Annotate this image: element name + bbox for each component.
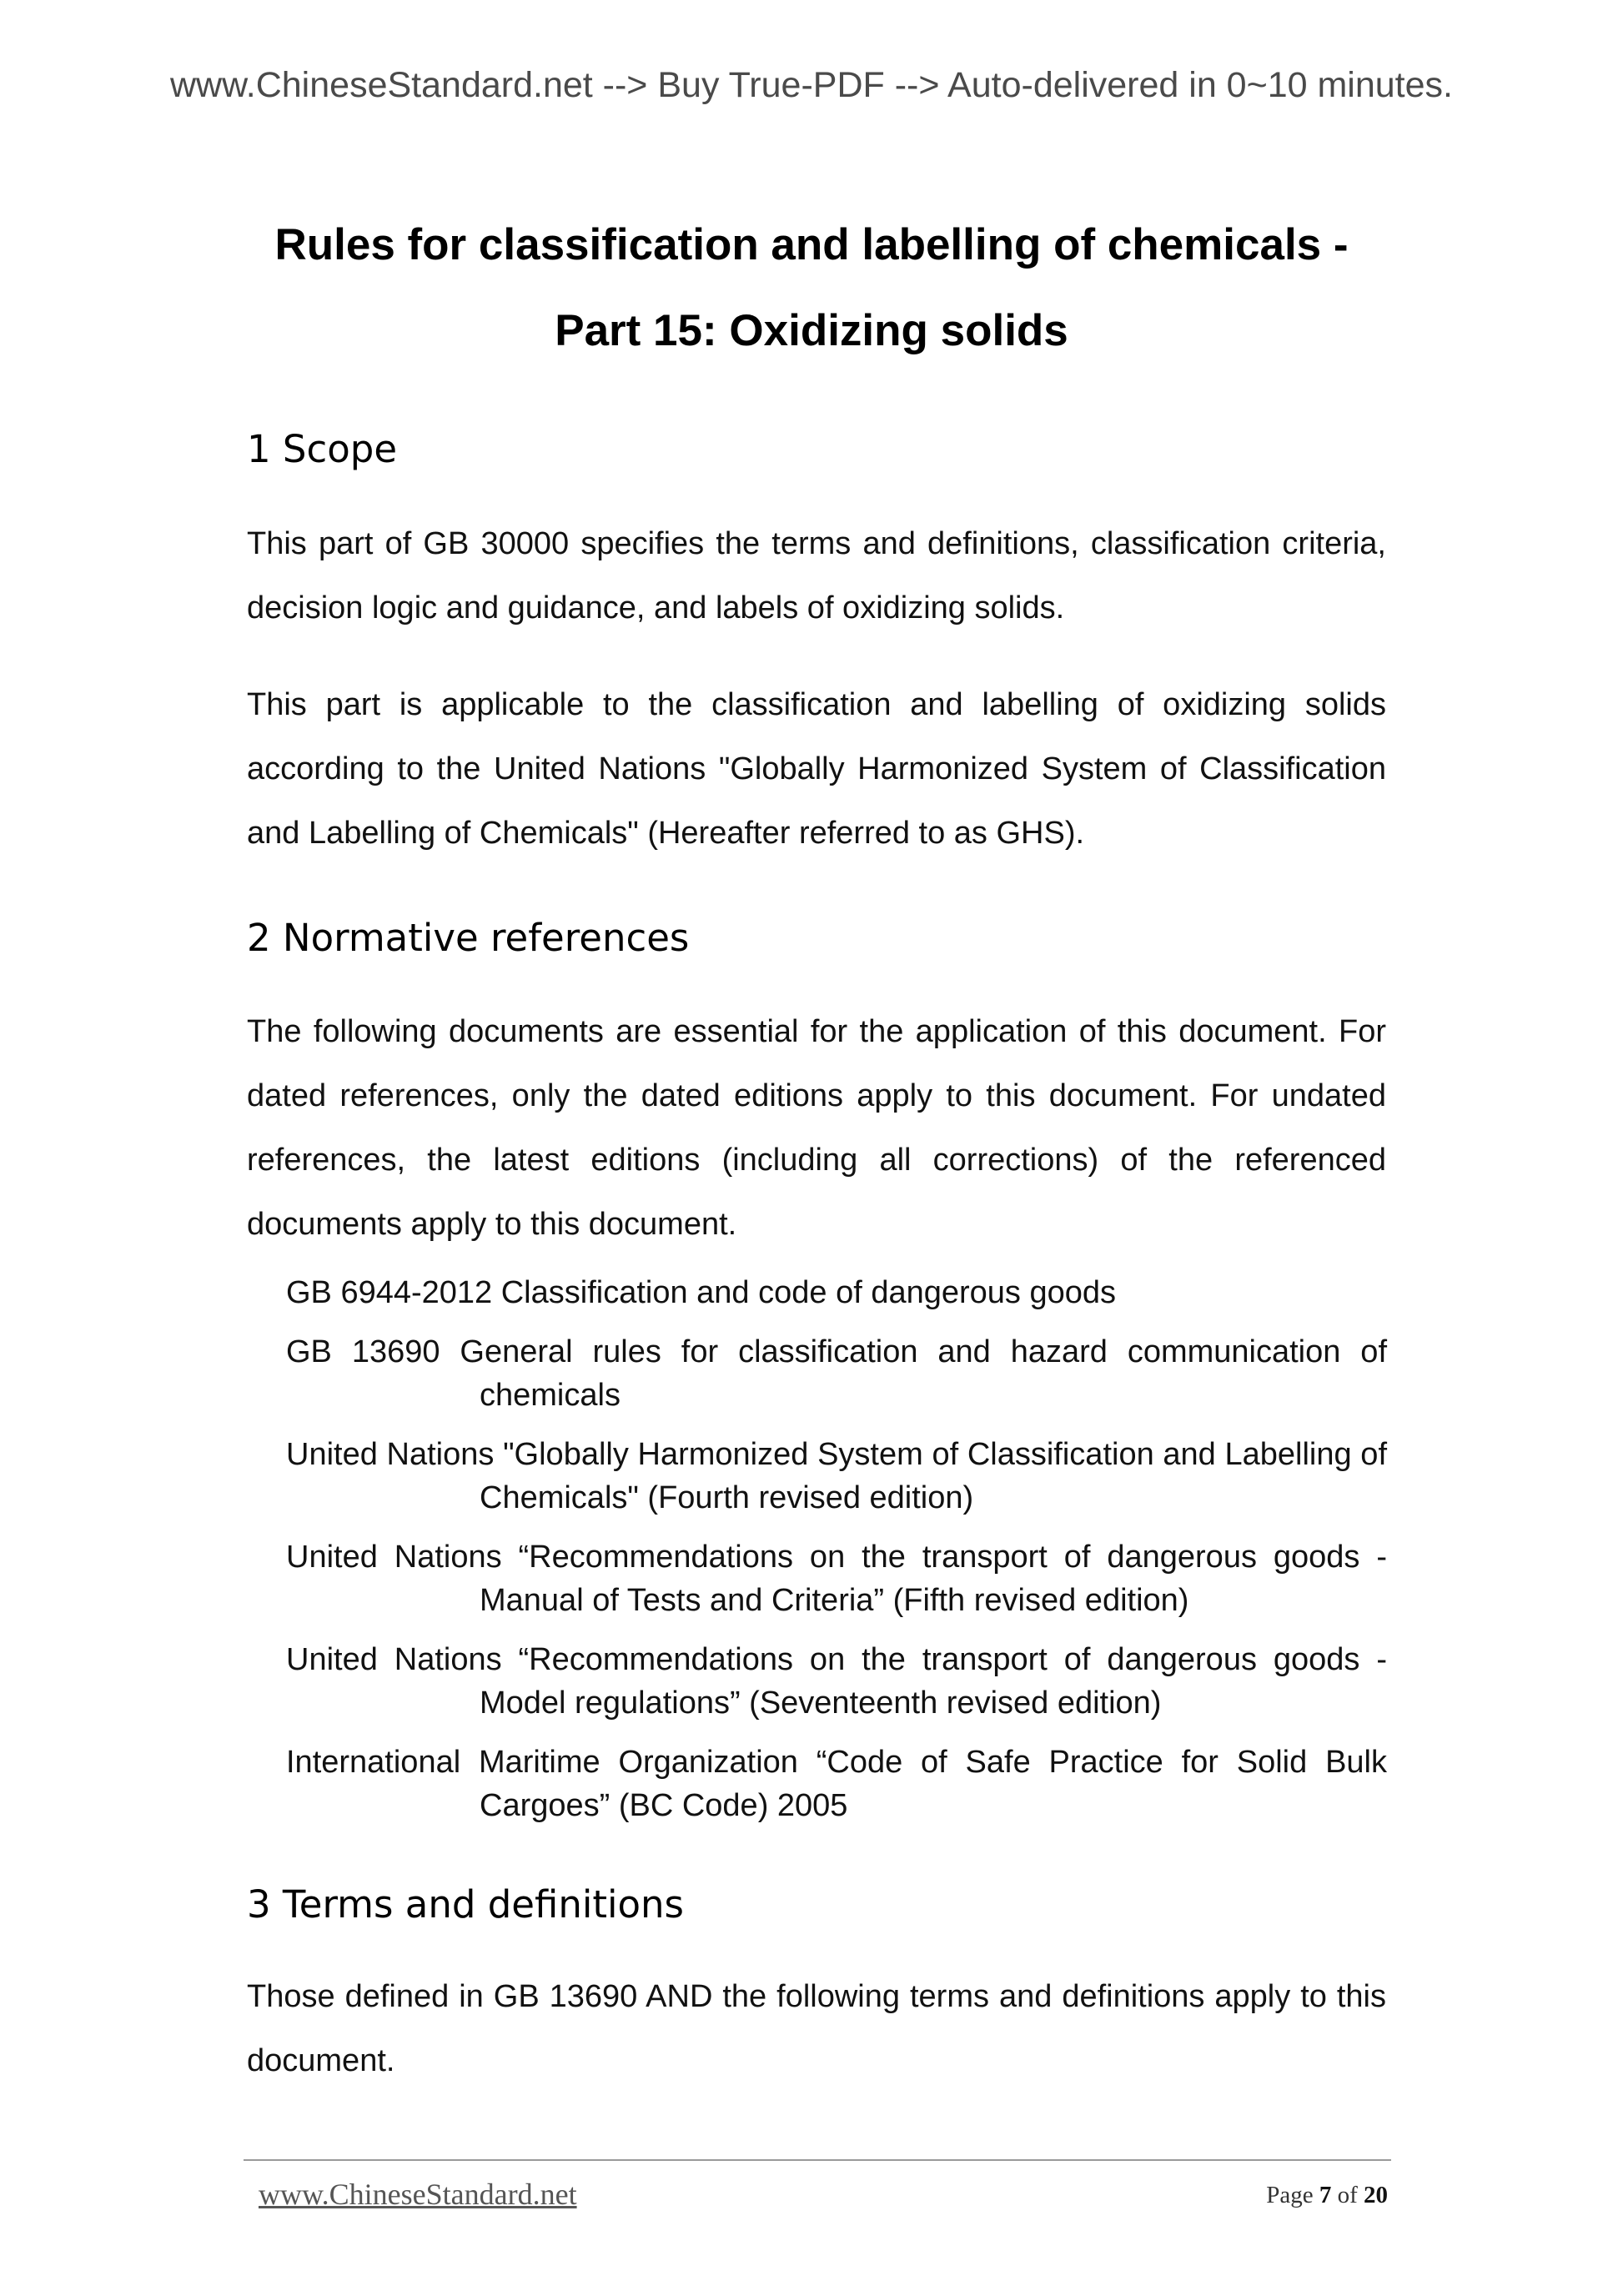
normative-paragraph: The following documents are essential for the application of this document. For dated references, only the dated editions apply to this document. For undated references, the latest editions (including all corrections) of the referenced documents apply to this document.: [247, 1014, 1386, 1242]
terms-paragraph: Those defined in GB 13690 AND the following terms and definitions apply to this document.: [247, 1979, 1386, 2078]
top-banner[interactable]: www.ChineseStandard.net --> Buy True-PDF --> Auto-delivered in 0~10 minutes.: [169, 65, 1453, 105]
total-pages: 20: [1364, 2182, 1388, 2208]
reference-item: International Maritime Organization “Code of Safe Practice for Solid Bulk Cargoes” (BC Code) 2005: [286, 1745, 1387, 1823]
section-heading-terms-and-definitions: 3 Terms and definitions: [247, 1882, 684, 1927]
document-title-line-1: Rules for classification and labelling of chemicals -: [274, 220, 1349, 269]
reference-item: United Nations "Globally Harmonized System of Classification and Labelling of Chemicals" (Fourth revised edition): [286, 1437, 1387, 1515]
reference-item: GB 13690 General rules for classification and hazard communication of chemicals: [286, 1334, 1387, 1413]
section-heading-scope: 1 Scope: [247, 427, 398, 471]
scope-paragraph-2: This part is applicable to the classification and labelling of oxidizing solids according to the United Nations "Globally Harmonized System of Classification and Labelling of Chemicals" (Hereafter referred to as GHS).: [247, 687, 1386, 851]
reference-item: United Nations “Recommendations on the transport of dangerous goods - Model regulations” (Seventeenth revised edition): [286, 1642, 1387, 1721]
document-title-line-2: Part 15: Oxidizing solids: [555, 306, 1068, 355]
footer-divider: [244, 2159, 1391, 2161]
reference-list: [286, 1271, 1387, 1843]
of-label: of: [1337, 2182, 1358, 2208]
section-heading-normative-references: 2 Normative references: [247, 916, 690, 960]
scope-paragraph-1: This part of GB 30000 specifies the terms and definitions, classification criteria, decision logic and guidance, and labels of oxidizing solids.: [247, 526, 1386, 625]
page-number: [1266, 2182, 1388, 2209]
page-label: Page: [1266, 2182, 1314, 2208]
footer-link[interactable]: www.ChineseStandard.net: [259, 2178, 577, 2211]
current-page: 7: [1319, 2182, 1332, 2208]
reference-item: GB 6944-2012 Classification and code of dangerous goods: [286, 1275, 1117, 1310]
reference-item: United Nations “Recommendations on the transport of dangerous goods - Manual of Tests and Criteria” (Fifth revised edition): [286, 1540, 1387, 1618]
